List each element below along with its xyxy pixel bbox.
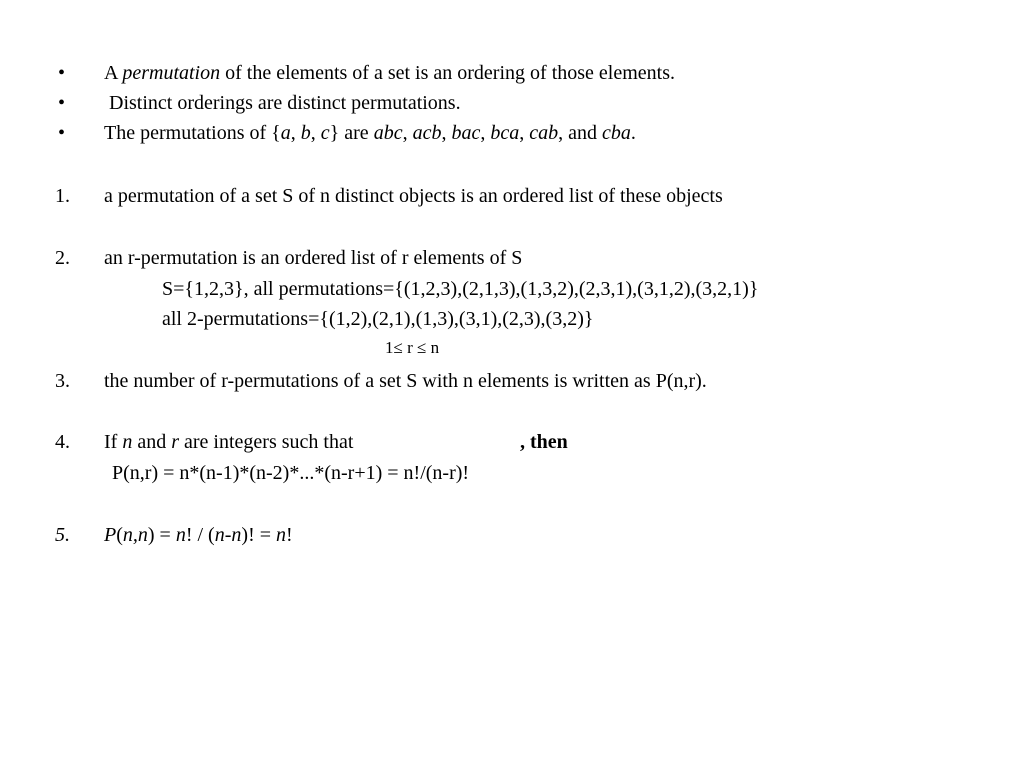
text-run: n <box>122 431 133 453</box>
bullet-1-text <box>104 61 675 85</box>
item-2-number: 2. <box>55 247 70 269</box>
item-4-text <box>104 430 353 454</box>
text-run: A <box>104 62 123 84</box>
permutation-formula: P(n,r) = n*(n-1)*(n-2)*...*(n-r+1) = n!/(n-r)! <box>112 462 470 484</box>
text-run: , <box>519 122 530 144</box>
text-run: n <box>175 524 186 546</box>
text-run: n-n <box>214 524 242 546</box>
item-3-text: the number of r-permutations of a set S with n elements is written as P(n,r). <box>104 370 707 392</box>
item-2-text: an r-permutation is an ordered list of r elements of S <box>104 247 523 269</box>
text-run: a <box>280 122 291 144</box>
text-run: , <box>310 122 321 144</box>
text-run: ! / ( <box>185 524 215 546</box>
text-run: bac <box>451 122 481 144</box>
text-run: )! = <box>241 524 277 546</box>
item-3-number: 3. <box>55 370 70 392</box>
item-1-text: a permutation of a set S of n distinct objects is an ordered list of these objects <box>104 185 723 207</box>
item-2-example-2-permutations: all 2-permutations={(1,2),(2,1),(1,3),(3,1),(2,3),(3,2)} <box>162 308 594 330</box>
text-run: Distinct orderings are distinct permutations. <box>104 92 461 114</box>
text-run: If <box>104 431 123 453</box>
text-run: ( <box>116 524 123 546</box>
text-run: acb <box>412 122 442 144</box>
text-run: , <box>290 122 301 144</box>
text-run: of the elements of a set is an ordering of those elements. <box>220 62 675 84</box>
text-run: n <box>276 524 287 546</box>
text-run: , and <box>558 122 603 144</box>
item-4-then: , then <box>520 431 568 453</box>
text-run: . <box>630 122 636 144</box>
text-run: ! <box>286 524 293 546</box>
text-run: bca <box>490 122 520 144</box>
text-run: are integers such that <box>179 431 354 453</box>
bullet-marker: • <box>58 92 66 114</box>
text-run: , <box>402 122 413 144</box>
item-2-example-all-permutations: S={1,2,3}, all permutations={(1,2,3),(2,1,3),(1,3,2),(2,3,1),(3,1,2),(3,2,1)} <box>162 278 759 300</box>
text-run: The permutations of { <box>104 122 281 144</box>
text-run: P <box>104 524 117 546</box>
item-5-formula <box>104 523 293 547</box>
text-run: cba <box>602 122 631 144</box>
item-5-number: 5. <box>55 524 70 546</box>
text-run: , <box>441 122 452 144</box>
item-4-number: 4. <box>55 431 70 453</box>
bullet-2-text <box>104 91 461 115</box>
r-range-condition: 1≤ r ≤ n <box>385 338 440 357</box>
text-run: n,n <box>122 524 148 546</box>
bullet-3-text <box>104 121 636 145</box>
text-run: , <box>480 122 491 144</box>
bullet-marker: • <box>58 122 66 144</box>
text-run: c <box>320 122 330 144</box>
text-run: ) = <box>147 524 176 546</box>
bullet-marker: • <box>58 62 66 84</box>
text-run: permutation <box>122 62 221 84</box>
text-run: cab <box>529 122 559 144</box>
text-run: r <box>171 431 180 453</box>
text-run: } are <box>329 122 374 144</box>
text-run: and <box>132 431 172 453</box>
text-run: b <box>300 122 311 144</box>
item-1-number: 1. <box>55 185 70 207</box>
text-run: abc <box>373 122 403 144</box>
